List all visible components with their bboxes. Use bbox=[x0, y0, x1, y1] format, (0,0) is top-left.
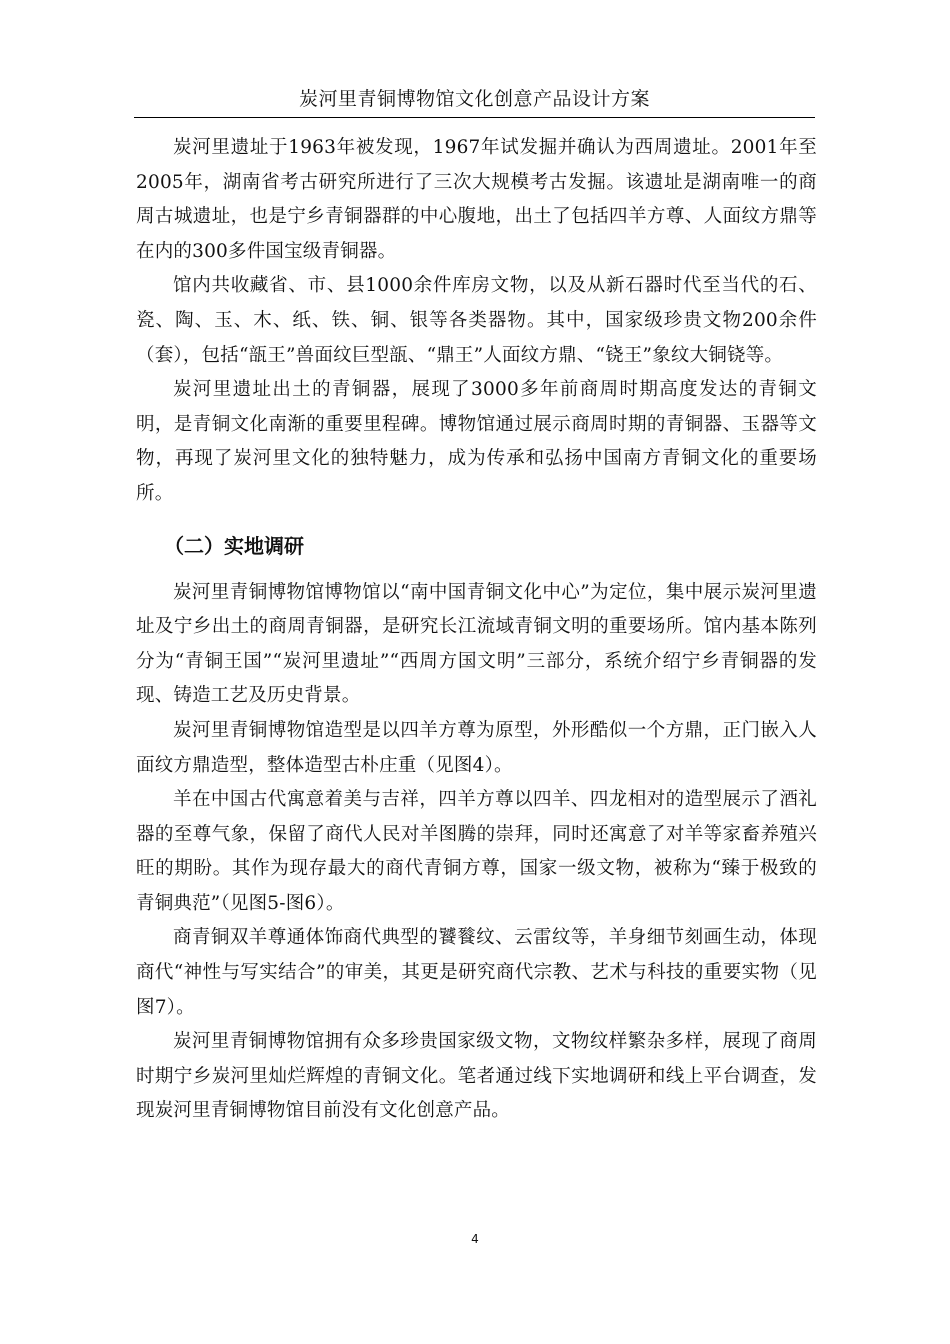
section-heading-field-survey: （二）实地调研 bbox=[164, 533, 304, 558]
paragraph-bronze-civilization: 炭河里遗址出土的青铜器，展现了3000多年前商周时期高度发达的青铜文明，是青铜文化南渐的重要里程碑。博物馆通过展示商周时期的青铜器、玉器等文物，再现了炭河里文化的独特魅力，成为传承和弘扬中国南方青铜文化的重要场所。 bbox=[136, 379, 817, 504]
paragraph-site-discovery: 炭河里遗址于1963年被发现，1967年试发掘并确认为西周遗址。2001年至2005年，湖南省考古研究所进行了三次大规模考古发掘。该遗址是湖南唯一的商周古城遗址，也是宁乡青铜器群的中心腹地，出土了包括四羊方尊、人面纹方鼎等在内的300多件国宝级青铜器。 bbox=[136, 137, 817, 262]
paragraph-survey-conclusion: 炭河里青铜博物馆拥有众多珍贵国家级文物，文物纹样繁杂多样，展现了商周时期宁乡炭河里灿烂辉煌的青铜文化。笔者通过线下实地调研和线上平台调查，发现炭河里青铜博物馆目前没有文化创意产品。 bbox=[136, 1031, 817, 1122]
paragraph-collection: 馆内共收藏省、市、县1000余件库房文物，以及从新石器时代至当代的石、瓷、陶、玉、木、纸、铁、铜、银等各类器物。其中，国家级珍贵文物200余件（套），包括“瓿王”兽面纹巨型瓿、“鼎王”人面纹方鼎、“铙王”象纹大铜铙等。 bbox=[136, 275, 817, 366]
paragraph-four-goat-zun: 羊在中国古代寓意着美与吉祥，四羊方尊以四羊、四龙相对的造型展示了酒礼器的至尊气象，保留了商代人民对羊图腾的崇拜，同时还寓意了对羊等家畜养殖兴旺的期盼。其作为现存最大的商代青铜方尊，国家一级文物，被称为“臻于极致的青铜典范”（见图5-图6）。 bbox=[136, 789, 817, 914]
paragraph-museum-positioning: 炭河里青铜博物馆博物馆以“南中国青铜文化中心”为定位，集中展示炭河里遗址及宁乡出土的商周青铜器，是研究长江流域青铜文明的重要场所。馆内基本陈列分为“青铜王国”“炭河里遗址”“西周方国文明”三部分，系统介绍宁乡青铜器的发现、铸造工艺及历史背景。 bbox=[136, 581, 817, 707]
paragraph-museum-architecture: 炭河里青铜博物馆造型是以四羊方尊为原型，外形酷似一个方鼎，正门嵌入人面纹方鼎造型，整体造型古朴庄重（见图4）。 bbox=[136, 719, 817, 776]
header-rule bbox=[134, 117, 815, 118]
running-header: 炭河里青铜博物馆文化创意产品设计方案 bbox=[298, 88, 650, 110]
body-text bbox=[136, 131, 817, 1129]
paragraph-double-goat-zun: 商青铜双羊尊通体饰商代典型的饕餮纹、云雷纹等，羊身细节刻画生动，体现商代“神性与写实结合”的审美，其更是研究商代宗教、艺术与科技的重要实物（见图7）。 bbox=[136, 927, 817, 1018]
page-number: 4 bbox=[471, 1232, 479, 1246]
